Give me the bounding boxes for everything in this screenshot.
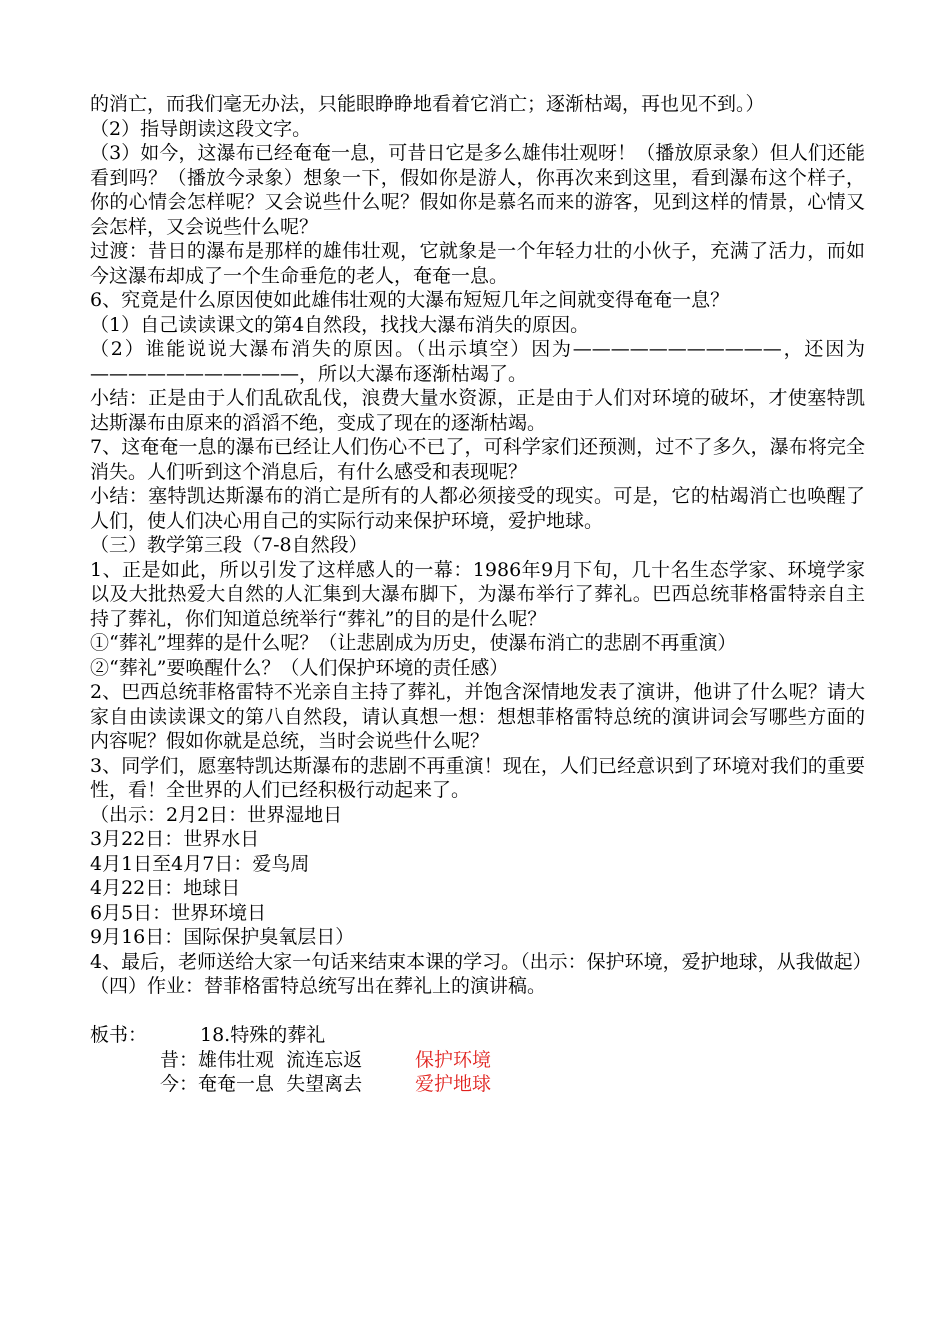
date-list-item: 4月22日：地球日 <box>90 877 241 899</box>
board-past-text: 昔：雄伟壮观 流连忘返 <box>160 1048 363 1071</box>
paragraph: 7、这奄奄一息的瀑布已经让人们伤心不已了，可科学家们还预测，过不了多久，瀑布将完全消失。人们听到这个消息后，有什么感受和表现呢？ <box>90 436 865 483</box>
date-list-item: （出示：2月2日：世界湿地日 <box>90 803 343 826</box>
paragraph: ①“葬礼”埋葬的是什么呢？（让悲剧成为历史，使瀑布消亡的悲剧不再重演） <box>90 632 737 654</box>
date-list-item: 6月5日：世界环境日 <box>90 901 267 924</box>
paragraph: 的消亡，而我们毫无办法，只能眼睁睁地看着它消亡；逐渐枯竭，再也见不到。） <box>90 93 765 115</box>
blank-line <box>90 999 865 1024</box>
paragraph: （2）谁能说说大瀑布消失的原因。（出示填空）因为———————————，还因为———————————，所以大瀑布逐渐枯竭了。 <box>90 338 865 385</box>
paragraph: 小结：塞特凯达斯瀑布的消亡是所有的人都必须接受的现实。可是，它的枯竭消亡也唤醒了人们，使人们决心用自己的实际行动来保护环境，爱护地球。 <box>90 485 865 532</box>
board-title: 18.特殊的葬礼 <box>200 1024 326 1046</box>
blackboard-section <box>90 1023 865 1097</box>
paragraph: 6、究竟是什么原因使如此雄伟壮观的大瀑布短短几年之间就变得奄奄一息？ <box>90 289 730 311</box>
date-list-item: 4月1日至4月7日：爱鸟周 <box>90 852 310 875</box>
section-heading: （三）教学第三段（7-8自然段） <box>90 534 368 556</box>
paragraph: ②“葬礼”要唤醒什么？（人们保护环境的责任感） <box>90 656 509 679</box>
paragraph: 2、巴西总统菲格雷特不光亲自主持了葬礼，并饱含深情地发表了演讲，他讲了什么呢？请大家自由读读课文的第八自然段，请认真想一想：想想菲格雷特总统的演讲词会写哪些方面的内容呢？假如你就是总统，当时会说些什么呢？ <box>90 681 865 752</box>
date-list-item: 9月16日：国际保护臭氧层日） <box>90 926 355 948</box>
paragraph: 4、最后，老师送给大家一句话来结束本课的学习。（出示：保护环境，爱护地球，从我做起） <box>90 950 872 973</box>
board-now-line <box>90 1072 865 1097</box>
board-now-highlight: 爱护地球 <box>415 1073 492 1095</box>
board-header <box>90 1023 865 1048</box>
document-page <box>90 92 872 1097</box>
paragraph: 3、同学们，愿塞特凯达斯瀑布的悲剧不再重演！现在，人们已经意识到了环境对我们的重要性，看！全世界的人们已经积极行动起来了。 <box>90 754 865 801</box>
paragraph: （3）如今，这瀑布已经奄奄一息，可昔日它是多么雄伟壮观呀！（播放原录象）但人们还能看到吗？（播放今录象）想象一下，假如你是游人，你再次来到这里，看到瀑布这个样子，你的心情会怎样呢？又会说些什么呢？假如你是慕名而来的游客，见到这样的情景，心情又会怎样，又会说些什么呢？ <box>90 142 865 238</box>
homework-line: （四）作业：替菲格雷特总统写出在葬礼上的演讲稿。 <box>90 975 547 997</box>
date-list-item: 3月22日：世界水日 <box>90 828 260 850</box>
paragraph: 过渡：昔日的瀑布是那样的雄伟壮观，它就象是一个年轻力壮的小伙子，充满了活力，而如今这瀑布却成了一个生命垂危的老人，奄奄一息。 <box>90 240 865 287</box>
board-past-highlight: 保护环境 <box>415 1048 492 1071</box>
paragraph: （1）自己读读课文的第4自然段，找找大瀑布消失的原因。 <box>90 313 590 336</box>
paragraph: 小结：正是由于人们乱砍乱伐，浪费大量水资源，正是由于人们对环境的破坏，才使塞特凯达斯瀑布由原来的滔滔不绝，变成了现在的逐渐枯竭。 <box>90 387 865 434</box>
paragraph: 1、正是如此，所以引发了这样感人的一幕：1986年9月下旬，几十名生态学家、环境学家以及大批热爱大自然的人汇集到大瀑布脚下，为瀑布举行了葬礼。巴西总统菲格雷特亲自主持了葬礼，你们知道总统举行“葬礼”的目的是什么呢？ <box>90 558 865 630</box>
paragraph: （2）指导朗读这段文字。 <box>90 117 312 140</box>
board-label: 板书： <box>90 1024 148 1046</box>
board-past-line <box>90 1048 865 1073</box>
board-now-text: 今：奄奄一息 失望离去 <box>160 1073 363 1095</box>
